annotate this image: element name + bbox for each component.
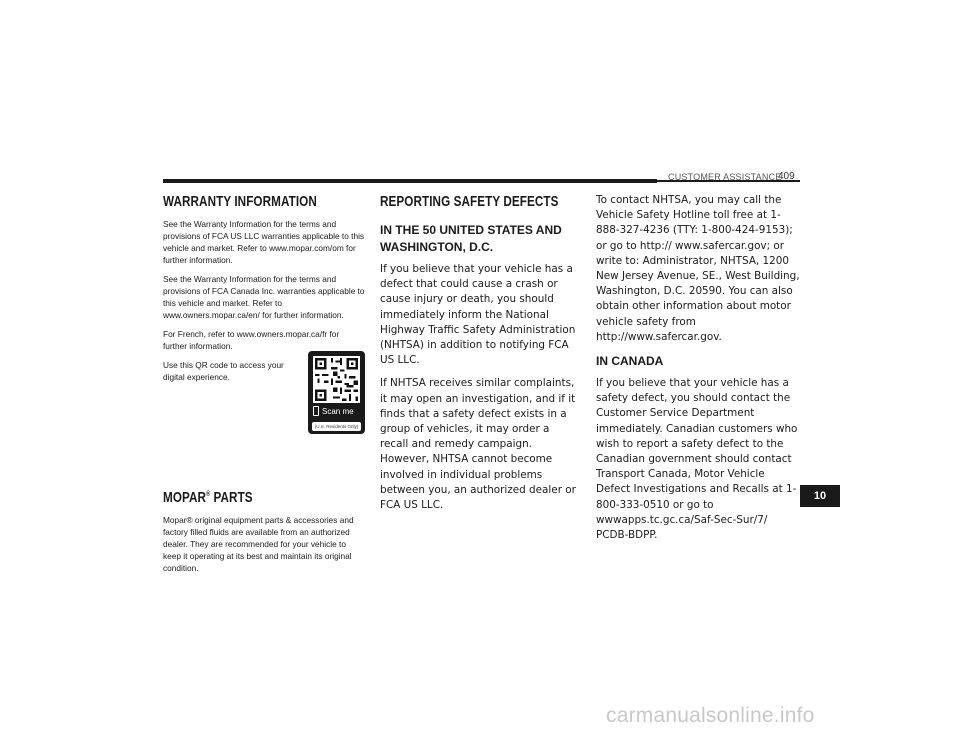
column-left	[163, 193, 365, 581]
phone-icon	[313, 406, 319, 416]
column-right	[596, 193, 800, 551]
warranty-heading: WARRANTY INFORMATION	[163, 193, 317, 210]
safety-defects-heading: REPORTING SAFETY DEFECTS	[380, 193, 559, 210]
warranty-paragraph-canada: See the Warranty Information for the terms and provisions of FCA Canada Inc. warranties applicable to this vehicle and market. Refer to www.owners.mopar.ca/en/ for further information.	[163, 274, 365, 320]
qr-note: (U.S. Residents Only)	[312, 422, 361, 431]
chapter-tab: 10	[800, 485, 840, 507]
nhtsa-contact-paragraph: To contact NHTSA, you may call the Vehicle Safety Hotline toll free at 1-888-327-4236 (TTY: 1-800-424-9153); or go to http:// www.safercar.gov; or write to: Administrator, NHTSA, 1200 New Jersey Avenue, SE., West Building, Washington, D.C. 20590. You can also obtain other information about motor vehicle safety from http://www.safercar.gov.	[596, 194, 800, 343]
warranty-paragraph-french: For French, refer to www.owners.mopar.ca/fr for further information.	[163, 329, 340, 351]
warranty-paragraph-us: See the Warranty Information for the terms and provisions of FCA US LLC warranties applicable to this vehicle and market. Refer to www.mopar.com/om for further information.	[163, 219, 365, 265]
running-header-section: CUSTOMER ASSISTANCE	[668, 172, 782, 182]
header-rule	[163, 179, 657, 183]
qr-code-icon	[313, 356, 360, 403]
column-middle	[380, 193, 580, 521]
watermark: carmanualsonline.info	[606, 704, 815, 727]
mopar-parts-heading: MOPAR® PARTS	[163, 489, 253, 506]
us-paragraph-2: If NHTSA receives similar complaints, it may open an investigation, and if it finds that a safety defect exists in a group of vehicles, it may order a recall and remedy campaign. However, NHTSA cannot become involved in individual problems between you, an authorized dealer or FCA US LLC.	[380, 377, 576, 512]
us-subheading: IN THE 50 UNITED STATES AND WASHINGTON, D.C.	[380, 223, 562, 254]
canada-paragraph: If you believe that your vehicle has a safety defect, you should contact the Customer Service Department immediately. Canadian customers who wish to report a safety defect to the Canadian government should contact Transport Canada, Motor Vehicle Defect Investigations and Recalls at 1-800-333-0510 or go to wwwapps.tc.gc.ca/Saf-Sec-Sur/7/ PCDB-BDPP.	[596, 377, 798, 542]
page-number: 409	[778, 171, 795, 182]
us-paragraph-1: If you believe that your vehicle has a defect that could cause a crash or cause injury or death, you should immediately inform the National Highway Traffic Safety Administration (NHTSA) in addition to notifying FCA US LLC.	[380, 263, 576, 367]
canada-subheading: IN CANADA	[596, 354, 664, 369]
qr-caption: Use this QR code to access your digital experience.	[163, 360, 284, 382]
qr-scan-label: Scan me	[313, 406, 354, 416]
mopar-parts-text: Mopar® original equipment parts & accessories and factory filled fluids are available from an authorized dealer. They are recommended for your vehicle to keep it operating at its best and maintain its original condition.	[163, 515, 354, 573]
qr-code-badge[interactable]	[308, 351, 365, 434]
registered-mark: ®	[206, 491, 211, 498]
qr-section	[163, 359, 365, 449]
